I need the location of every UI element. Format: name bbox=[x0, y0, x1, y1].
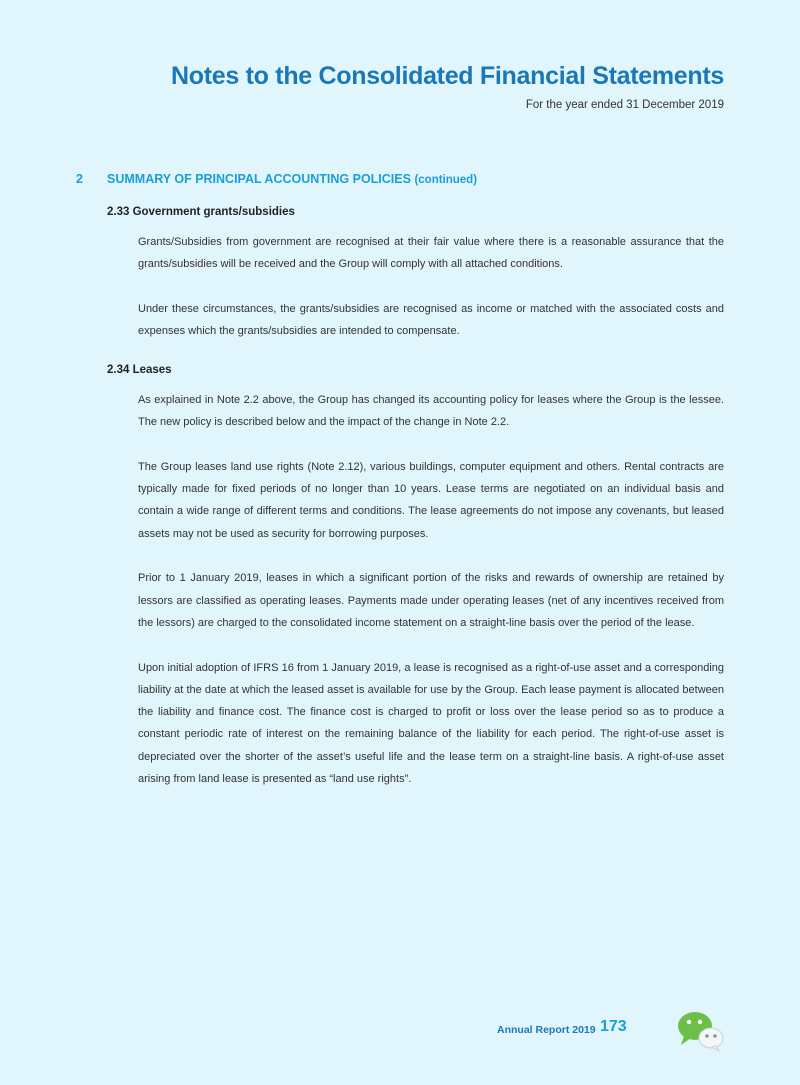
page-subtitle: For the year ended 31 December 2019 bbox=[525, 99, 724, 111]
paragraph: Grants/Subsidies from government are recognised at their fair value where there is a reasonable assurance that the grants/subsidies will be received and the Group will comply with all attached conditions. bbox=[138, 236, 724, 271]
subsection-heading-2-33: 2.33 Government grants/subsidies bbox=[107, 206, 295, 218]
paragraph: Under these circumstances, the grants/subsidies are recognised as income or matched with the associated costs and expenses which the grants/subsidies are intended to compensate. bbox=[138, 302, 724, 338]
section-title: SUMMARY OF PRINCIPAL ACCOUNTING POLICIES bbox=[107, 172, 411, 186]
section-heading bbox=[76, 172, 477, 186]
page-number: 173 bbox=[600, 1018, 627, 1035]
section-number: 2 bbox=[76, 172, 83, 186]
wechat-icon bbox=[676, 1010, 724, 1052]
footer-report-label: Annual Report 2019 bbox=[497, 1024, 596, 1036]
paragraph: The Group leases land use rights (Note 2.12), various buildings, computer equipment and others. Rental contracts are typically made for fixed periods of no longer than 10 years. Lease terms are negotiated on an individual basis and contain a wide range of different terms and conditions. The lease agreements do not impose any covenants, but leased assets may not be used as security for borrowing purposes. bbox=[138, 460, 724, 540]
section-continued: (continued) bbox=[414, 174, 478, 186]
paragraph: As explained in Note 2.2 above, the Group has changed its accounting policy for leases where the Group is the lessee. The new policy is described below and the impact of the change in Note 2.2. bbox=[138, 394, 724, 429]
subsection-body-2-34 bbox=[138, 389, 724, 813]
paragraph: Prior to 1 January 2019, leases in which a significant portion of the risks and rewards of ownership are retained by lessors are classified as operating leases. Payments made under operating leases (net of any incentives received from the lessors) are charged to the consolidated income statement on a straight-line basis over the period of the lease. bbox=[138, 572, 724, 629]
subsection-heading-2-34: 2.34 Leases bbox=[107, 364, 172, 376]
paragraph: Upon initial adoption of IFRS 16 from 1 January 2019, a lease is recognised as a right-of-use asset and a corresponding liability at the date at which the leased asset is available for use by the Group. Each lease payment is allocated between the liability and finance cost. The finance cost is charged to profit or loss over the lease period so as to produce a constant periodic rate of interest on the remaining balance of the liability for each period. The right-of-use asset is depreciated over the shorter of the asset’s useful life and the lease term on a straight-line basis. A right-of-use asset arising from land lease is presented as “land use rights”. bbox=[138, 661, 724, 786]
page-title: Notes to the Consolidated Financial Statements bbox=[171, 62, 724, 90]
subsection-body-2-33 bbox=[138, 231, 724, 365]
